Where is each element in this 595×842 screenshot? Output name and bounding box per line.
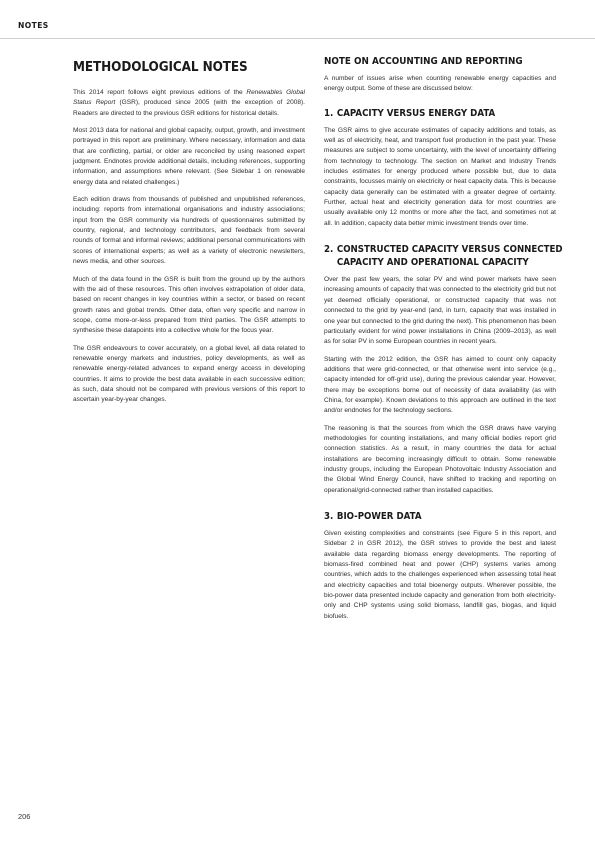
subsection-title: BIO-POWER DATA — [336, 511, 422, 522]
section-tag: NOTES — [18, 21, 49, 30]
body-paragraph: Most 2013 data for national and global capacity, output, growth, and investment portrayed in this report are preliminary. Where necessary, information and data that are conflicting, partial, or older are reconciled by using reasoned expert judgment. Endnotes provide additional details, including references, supporting information, and assumptions where relevant. (See Sidebar 1 on renewable energy data and related challenges.) — [73, 127, 305, 186]
subsection-1 — [324, 107, 556, 229]
body-paragraph: The GSR aims to give accurate estimates of capacity additions and totals, as well as of electricity, heat, and transport fuel production in the past year. These measures are subject to some uncertainty, with the level of uncertainty differing from technology to technology. The section on Market and Industry Trends includes estimates for energy produced where possible but, due to data constraints, focusses mainly on electricity or heat capacity data. This is because capacity data generally can be estimated with a greater degree of certainty. Further, actual heat and electricity generation data for most countries are usually available only 12 months or more after the fact, and sometimes not at all. In addition, capacity data better mimic investment trends over time. — [324, 126, 556, 227]
section-heading: NOTE ON ACCOUNTING AND REPORTING — [324, 56, 523, 67]
subsection-3 — [324, 510, 556, 622]
subsection-heading — [324, 510, 556, 523]
page-title: METHODOLOGICAL NOTES — [73, 60, 248, 75]
subsection-title-line1: CONSTRUCTED CAPACITY VERSUS CONNECTED — [336, 244, 563, 256]
report-title-italic: Renewables Global Status Report — [73, 89, 305, 107]
body-paragraph: Each edition draws from thousands of published and unpublished references, including: reports from international organisations and industry associations; input from the GSR community via hundreds of questionnaires submitted by country, regional, and technology contributors, and feedback from several rounds of formal and informal reviews; additional personal communications with scores of international experts; as well as a variety of electronic newsletters, news media, and other sources. — [73, 196, 305, 266]
subsection-number: 2. — [324, 244, 334, 256]
subsection-title: CAPACITY VERSUS ENERGY DATA — [336, 107, 496, 119]
body-paragraph: Much of the data found in the GSR is built from the ground up by the authors with the aid of these resources. This often involves extrapolation of older data, based on recent changes in key countries within a sector, or based on recent growth rates and global trends. Other data, often very specific and narrow in scope, come more-or-less prepared from third parties. The GSR attempts to synthesise these datapoints into a collective whole for the focus year. — [73, 275, 305, 335]
subsection-number: 1. — [324, 107, 334, 119]
subsection-heading — [324, 107, 556, 120]
page-number: 206 — [18, 812, 31, 821]
section-intro: A number of issues arise when counting renewable energy capacities and energy output. Some of these are discussed below: — [324, 75, 556, 93]
body-paragraph: The reasoning is that the sources from which the GSR draws have varying methodologies for counting installations, and many official bodies report grid connection statistics. As a result, in many countries the data for actual installations are becoming increasingly difficult to obtain. Some renewable industry groups, including the European Photovoltaic Industry Association and the Global Wind Energy Council, have shifted to tracking and reporting on operational/grid-connected rather than installed capacities. — [324, 424, 556, 494]
page-header — [0, 0, 595, 44]
body-paragraph: Given existing complexities and constraints (see Figure 5 in this report, and Sidebar 2 in GSR 2012), the GSR strives to provide the best and latest available data regarding biomass energy developments. The reporting of biomass-fired combined heat and power (CHP) systems varies among countries, which adds to the challenges experienced when assessing total heat and electricity capacities and total bioenergy outputs. Wherever possible, the bio-power data presented include capacity and generation from both electricity-only and CHP systems using solid biomass, landfill gas, biogas, and liquid biofuels. — [324, 530, 556, 620]
intro-text-end: (GSR), produced since 2005 (with the exception of 2008). Readers are directed to the previous GSR editions for historical details. — [73, 99, 305, 117]
right-column — [324, 56, 563, 629]
left-column — [73, 56, 305, 413]
subsection-heading — [324, 243, 563, 269]
intro-text-start: This 2014 report follows eight previous editions of the — [73, 89, 247, 96]
body-paragraph: Over the past few years, the solar PV and wind power markets have seen increasing amounts of capacity that was connected to the electricity grid but not yet deemed officially operational, or constructed capacity that was not connected to the grid by year-end (and, in turn, capacity that was installed in one year but connected to the grid during the next). This phenomenon has been particularly evident for wind power installations in China (2009–2013), as well as for solar PV in some European countries in recent years. — [324, 276, 556, 346]
intro-paragraph — [73, 88, 305, 119]
subsection-title-line2: CAPACITY AND OPERATIONAL CAPACITY — [336, 257, 529, 269]
subsection-2 — [324, 243, 563, 496]
body-paragraph: The GSR endeavours to cover accurately, on a global level, all data related to renewable energy markets and industries, policy developments, as well as renewable energy-related advances to expand energy access in developing countries. It aims to provide the best data available in each successive edition; as such, data should not be compared with previous versions of this report to ascertain year-by-year changes. — [73, 344, 305, 404]
subsection-number: 3. — [324, 511, 334, 522]
body-paragraph: Starting with the 2012 edition, the GSR has aimed to count only capacity additions that were grid-connected, or that otherwise went into service (e.g., capacity intended for off-grid use), during the previous calendar year. However, there may be exceptions borne out of necessity of data availability (as with China, for example). Known deviations to this approach are outlined in the text and/or endnotes for the technology sections. — [324, 355, 556, 415]
header-divider — [0, 38, 595, 39]
